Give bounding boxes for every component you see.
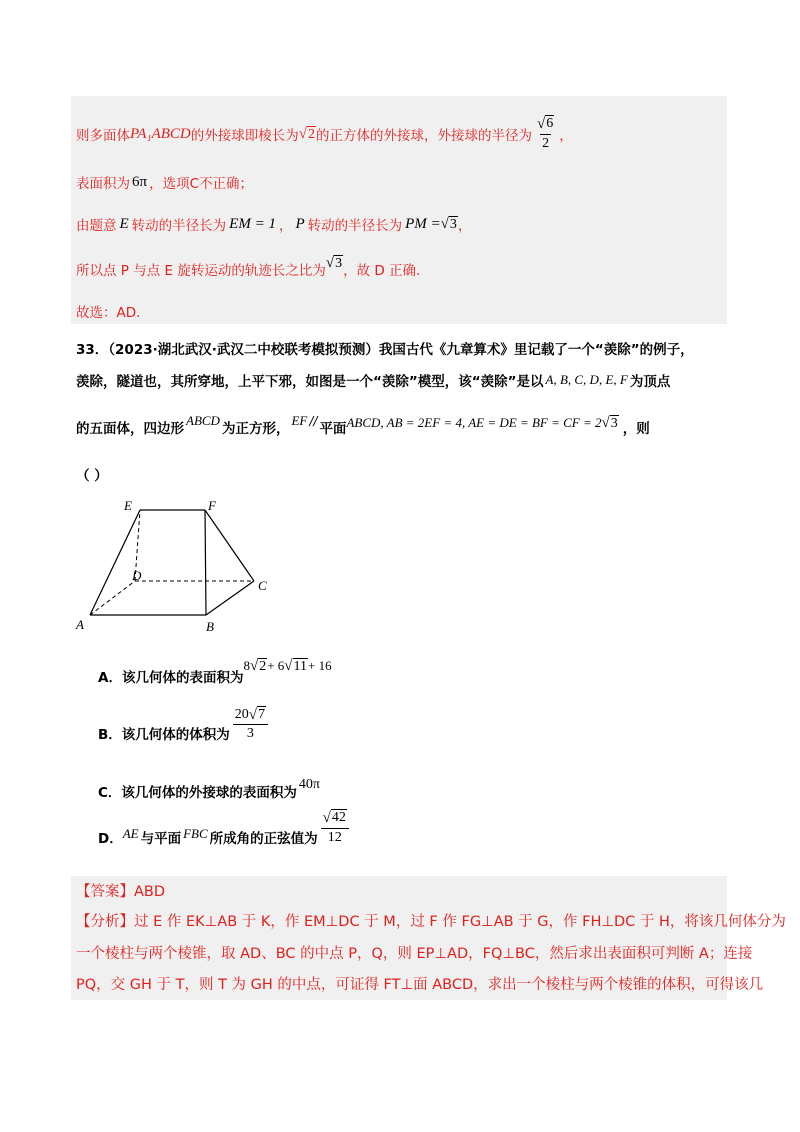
option-label: A．该几何体的表面积为 xyxy=(98,670,244,686)
sqrt-value: 42 xyxy=(331,810,346,825)
label-C: C xyxy=(258,578,267,593)
text: 故选：AD. xyxy=(76,305,141,321)
math-expr: PA₁ABCD xyxy=(130,125,191,142)
text: 由题意 xyxy=(76,218,117,234)
math-expr: EM = 1 xyxy=(229,215,276,232)
text: 的正方体的外接球，外接球的半径为 xyxy=(316,128,533,144)
text: ， xyxy=(457,218,472,234)
text: 的外接球即棱长为 xyxy=(190,128,299,144)
option-label: D． xyxy=(98,831,123,847)
sqrt-expr: √ 3 xyxy=(601,414,618,431)
text: 转动的半径长为 xyxy=(307,218,403,234)
sqrt-value: 2 xyxy=(259,658,267,674)
option-c[interactable] xyxy=(98,776,320,801)
solution-line-4 xyxy=(76,256,420,282)
math-expr: 6π xyxy=(132,173,148,190)
solution-line-3 xyxy=(76,212,471,236)
label-B: B xyxy=(206,619,214,634)
sqrt-expr: √ 2 xyxy=(298,125,316,142)
sqrt-value: 3 xyxy=(610,415,618,431)
sqrt-value: 3 xyxy=(449,216,457,232)
text: 平面 xyxy=(319,421,347,437)
question-line-3 xyxy=(76,414,650,440)
text: 羡除，隧道也，其所穿地，上平下邪，如图是一个“羡除”模型，该“羡除”是以 xyxy=(76,374,544,390)
frac-denominator: 2 xyxy=(542,136,550,151)
math-expr: E xyxy=(119,215,129,232)
text: + 6 xyxy=(267,657,285,673)
text: 的五面体，四边形 xyxy=(76,421,184,437)
fraction: √ 6 2 xyxy=(537,116,554,151)
solution-line-5 xyxy=(76,302,140,320)
sqrt-expr: √ 3 xyxy=(440,215,457,232)
text: 8 xyxy=(243,657,250,673)
question-line-2 xyxy=(76,370,670,390)
math-expr: ABCD xyxy=(186,413,220,428)
text: 【分析】过 E 作 EK⊥AB 于 K，作 EM⊥DC 于 M，过 F 作 FG⊥AB 于 G，作 FH⊥DC 于 H，将该几何体分为 xyxy=(76,914,786,930)
edge-AE xyxy=(90,510,140,615)
text: ，选项C不正确； xyxy=(149,176,254,192)
option-d[interactable] xyxy=(98,808,352,848)
math-expr: FBC xyxy=(183,826,208,841)
fraction: √ 42 12 xyxy=(321,809,349,847)
option-c-expr: 40π xyxy=(298,777,320,792)
geometry-figure xyxy=(72,498,292,638)
analysis-line-3 xyxy=(76,973,763,994)
option-b[interactable] xyxy=(98,704,271,744)
frac-denominator: 3 xyxy=(233,724,268,743)
text: 为顶点 xyxy=(629,374,671,390)
label-A: A xyxy=(76,617,84,632)
math-expr: AE xyxy=(122,826,139,841)
text: 则多面体 xyxy=(76,128,130,144)
question-line-1 xyxy=(76,338,694,358)
label-F: F xyxy=(208,498,216,513)
fraction: 20 √ 7 3 xyxy=(233,706,268,743)
option-label: B．该几何体的体积为 xyxy=(98,727,230,743)
math-expr: A, B, C, D, E, F xyxy=(545,372,628,387)
parallel-sign: // xyxy=(309,414,318,428)
analysis-line-1 xyxy=(76,910,786,931)
text: ， xyxy=(278,218,293,234)
option-label: C．该几何体的外接球的表面积为 xyxy=(98,785,297,801)
label-D: D xyxy=(132,568,142,583)
label-E: E xyxy=(124,498,132,513)
answer-tag xyxy=(76,880,165,901)
text: （ ） xyxy=(76,468,108,484)
text: 与平面 xyxy=(140,831,182,847)
analysis-line-2 xyxy=(76,942,752,963)
option-a-expr: 8 √ 2 + 6 √ 11 + 16 xyxy=(243,657,332,674)
solution-line-1 xyxy=(76,114,573,154)
frac-numerator: 6 xyxy=(546,116,554,131)
text: + 16 xyxy=(308,657,332,673)
text: ， xyxy=(559,128,573,144)
math-expr: ABCD, AB = 2EF = 4, AE = DE = BF = CF = 2 xyxy=(346,415,602,430)
math-expr: EF xyxy=(291,413,308,428)
question-line-4 xyxy=(76,464,108,484)
edge-AD xyxy=(90,581,135,615)
math-expr: PM = xyxy=(405,215,441,232)
text: 一个棱柱与两个棱锥，取 AD、BC 的中点 P，Q，则 EP⊥AD，FQ⊥BC，然后求出表面积可判断 A；连接 xyxy=(76,946,753,962)
sqrt-value: 7 xyxy=(258,706,266,722)
edge-BC xyxy=(206,581,254,615)
sqrt-value: 2 xyxy=(308,126,316,142)
option-a[interactable] xyxy=(98,656,332,684)
text: 转动的半径长为 xyxy=(131,218,227,234)
frac-numerator: 20 xyxy=(234,706,249,722)
math-expr: P xyxy=(295,215,305,232)
text: 表面积为 xyxy=(76,176,130,192)
frac-denominator: 12 xyxy=(321,828,349,847)
sqrt-value: 11 xyxy=(293,658,307,674)
text: 【答案】ABD xyxy=(76,884,166,900)
sqrt-expr: √ 3 xyxy=(325,254,343,271)
text: 所以点 P 与点 E 旋转运动的轨迹长之比为 xyxy=(76,263,326,279)
text: ，故 D 正确. xyxy=(343,263,421,279)
sqrt-value: 3 xyxy=(335,255,343,271)
text: 为正方形， xyxy=(221,421,290,437)
edge-FB xyxy=(205,510,206,615)
text: 所成角的正弦值为 xyxy=(209,831,318,847)
text: 33．（2023·湖北武汉·武汉二中校联考模拟预测）我国古代《九章算术》里记载了一个“羡除”的例子， xyxy=(76,342,694,358)
text: ，则 xyxy=(622,421,650,437)
text: PQ，交 GH 于 T，则 T 为 GH 的中点，可证得 FT⊥面 ABCD，求出一个棱柱与两个棱锥的体积，可得该几 xyxy=(76,977,764,993)
solution-line-2 xyxy=(76,172,253,192)
edge-FC xyxy=(205,510,254,581)
